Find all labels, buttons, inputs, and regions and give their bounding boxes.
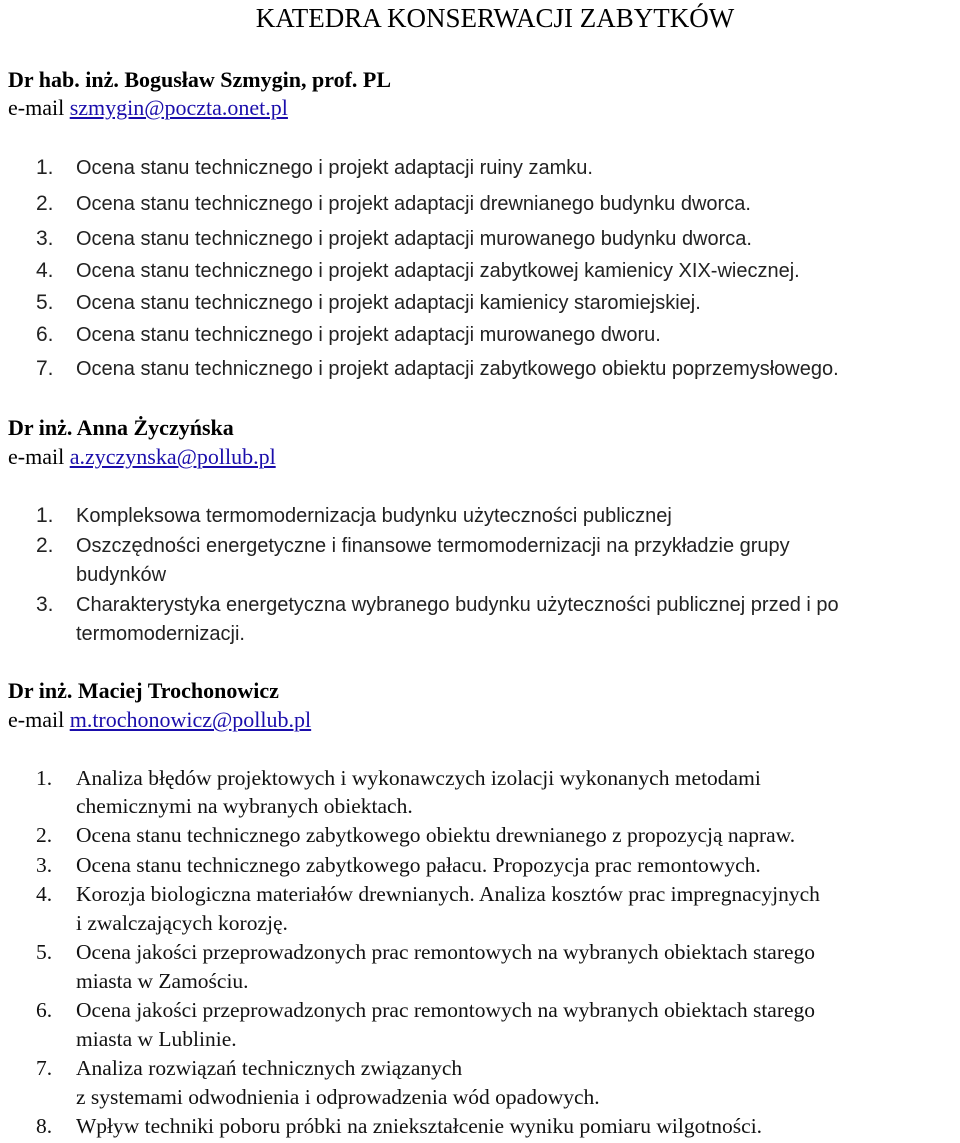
item-number: 6. xyxy=(36,323,54,346)
item-number: 3. xyxy=(36,593,54,616)
email-link[interactable]: szmygin@poczta.onet.pl xyxy=(69,95,288,120)
item-text: Ocena stanu technicznego i projekt adaptacji drewnianego budynku dworca. xyxy=(76,193,751,215)
item-number: 8. xyxy=(36,1114,53,1138)
item-number: 7. xyxy=(36,1056,53,1080)
item-text: miasta w Lublinie. xyxy=(76,1027,237,1051)
item-number: 2. xyxy=(36,534,54,557)
item-number: 6. xyxy=(36,998,53,1022)
supervisor-name: Dr hab. inż. Bogusław Szmygin, prof. PL xyxy=(8,67,392,92)
supervisor-name: Dr inż. Anna Życzyńska xyxy=(8,415,234,440)
item-number: 1. xyxy=(36,766,53,790)
item-text: Wpływ techniki poboru próbki na zniekształcenie wyniku pomiaru wilgotności. xyxy=(76,1114,763,1138)
item-text: Ocena jakości przeprowadzonych prac remontowych na wybranych obiektach starego xyxy=(76,940,816,964)
email-link[interactable]: a.zyczynska@pollub.pl xyxy=(69,444,276,469)
item-number: 4. xyxy=(36,882,53,906)
item-text: Charakterystyka energetyczna wybranego budynku użyteczności publicznej przed i po xyxy=(76,594,839,616)
item-text: i zwalczających korozję. xyxy=(76,911,288,935)
item-number: 4. xyxy=(36,259,54,282)
page-title: KATEDRA KONSERWACJI ZABYTKÓW xyxy=(255,3,735,33)
item-text: miasta w Zamościu. xyxy=(76,969,249,993)
item-text: Kompleksowa termomodernizacja budynku użyteczności publicznej xyxy=(76,505,672,527)
supervisor-email-line xyxy=(8,707,311,733)
item-text: Ocena stanu technicznego i projekt adaptacji ruiny zamku. xyxy=(76,157,593,179)
item-text: termomodernizacji. xyxy=(76,623,245,645)
item-text: Analiza rozwiązań technicznych związanych xyxy=(76,1056,463,1080)
item-text: Ocena jakości przeprowadzonych prac remontowych na wybranych obiektach starego xyxy=(76,998,816,1022)
item-number: 2. xyxy=(36,823,53,847)
item-number: 1. xyxy=(36,156,54,179)
supervisor-email-line xyxy=(8,95,288,121)
item-number: 1. xyxy=(36,504,54,527)
item-text: Analiza błędów projektowych i wykonawczych izolacji wykonanych metodami xyxy=(76,766,761,790)
item-text: Korozja biologiczna materiałów drewnianych. Analiza kosztów prac impregnacyjnych xyxy=(76,882,820,906)
item-text: Ocena stanu technicznego zabytkowego obiektu drewnianego z propozycją napraw. xyxy=(76,823,796,847)
item-text: Ocena stanu technicznego i projekt adaptacji zabytkowej kamienicy XIX-wiecznej. xyxy=(76,260,800,282)
item-text: Ocena stanu technicznego i projekt adaptacji murowanego dworu. xyxy=(76,324,661,346)
item-number: 5. xyxy=(36,940,53,964)
item-number: 2. xyxy=(36,192,54,215)
item-number: 7. xyxy=(36,357,54,380)
item-text: Ocena stanu technicznego i projekt adaptacji kamienicy staromiejskiej. xyxy=(76,292,701,314)
item-text: Oszczędności energetyczne i finansowe termomodernizacji na przykładzie grupy xyxy=(76,535,790,557)
item-text: chemicznymi na wybranych obiektach. xyxy=(76,794,413,818)
item-text: Ocena stanu technicznego i projekt adaptacji murowanego budynku dworca. xyxy=(76,228,752,250)
item-text: budynków xyxy=(76,564,167,586)
supervisor-email-line xyxy=(8,444,276,470)
item-number: 3. xyxy=(36,853,53,877)
item-number: 5. xyxy=(36,291,54,314)
email-label: e-mail xyxy=(8,707,70,732)
item-text: z systemami odwodnienia i odprowadzenia wód opadowych. xyxy=(76,1085,600,1109)
item-number: 3. xyxy=(36,227,54,250)
supervisor-name: Dr inż. Maciej Trochonowicz xyxy=(8,678,279,703)
item-text: Ocena stanu technicznego i projekt adaptacji zabytkowego obiektu poprzemysłowego. xyxy=(76,358,839,380)
item-text: Ocena stanu technicznego zabytkowego pałacu. Propozycja prac remontowych. xyxy=(76,853,761,877)
email-link[interactable]: m.trochonowicz@pollub.pl xyxy=(69,707,312,732)
email-label: e-mail xyxy=(8,444,70,469)
email-label: e-mail xyxy=(8,95,70,120)
